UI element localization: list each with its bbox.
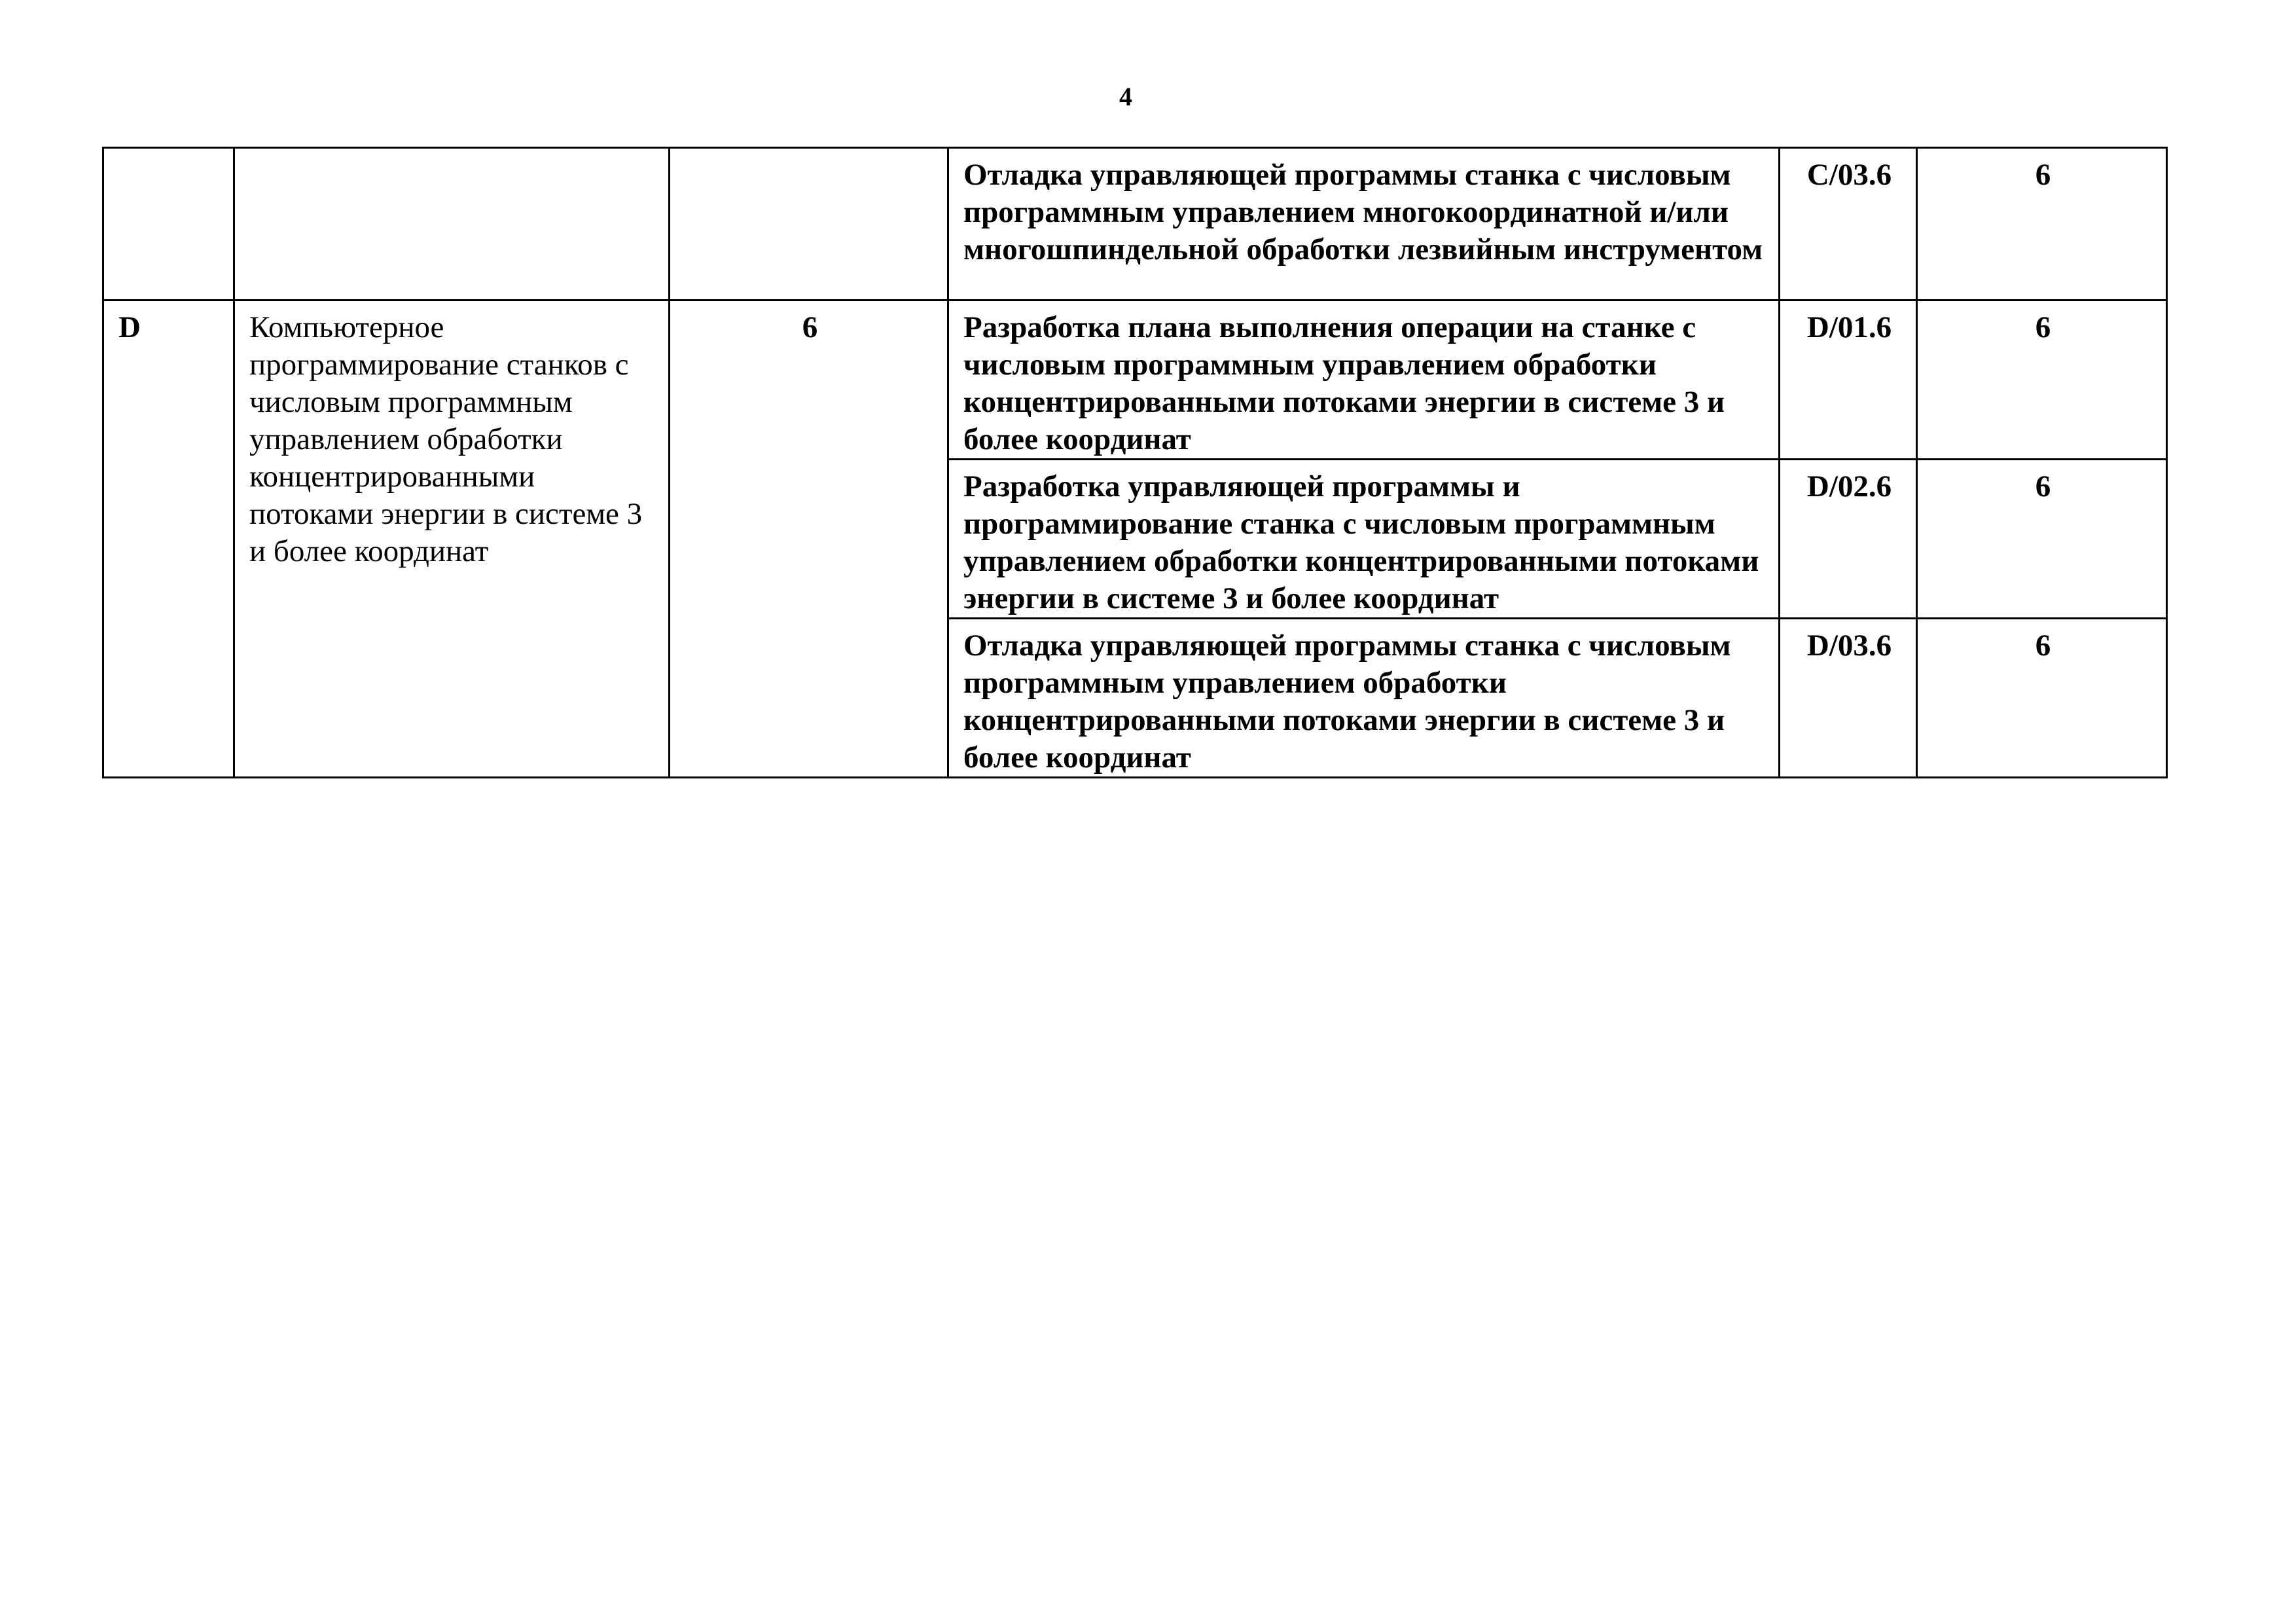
labor-functions-table: [102, 147, 2168, 778]
qualification-level-cell: [670, 148, 948, 301]
page-number: 4: [1119, 82, 1132, 111]
generalized-function-code-cell: D: [103, 301, 234, 778]
sublevel-cell: 6: [1917, 619, 2167, 778]
table-row: [103, 301, 2167, 460]
labor-function-code-cell: D/03.6: [1780, 619, 1917, 778]
labor-function-code-cell: C/03.6: [1780, 148, 1917, 301]
labor-function-name-cell: Разработка плана выполнения операции на станке с числовым программным управлением обработки концентрированными потоками энергии в системе 3 и более координат: [948, 301, 1780, 460]
table-row: [103, 148, 2167, 301]
labor-function-code-cell: D/02.6: [1780, 460, 1917, 619]
sublevel-cell: 6: [1917, 148, 2167, 301]
generalized-function-name-cell: Компьютерное программирование станков с числовым программным управлением обработки концентрированными потоками энергии в системе 3 и более координат: [234, 301, 670, 778]
generalized-function-name-cell: [234, 148, 670, 301]
labor-function-name-cell: Отладка управляющей программы станка с числовым программным управлением многокоординатной и/или многошпиндельной обработки лезвийным инструментом: [948, 148, 1780, 301]
sublevel-cell: 6: [1917, 460, 2167, 619]
labor-function-name-cell: Разработка управляющей программы и программирование станка с числовым программным управлением обработки концентрированными потоками энергии в системе 3 и более координат: [948, 460, 1780, 619]
labor-function-name-cell: Отладка управляющей программы станка с числовым программным управлением обработки концентрированными потоками энергии в системе 3 и более координат: [948, 619, 1780, 778]
sublevel-cell: 6: [1917, 301, 2167, 460]
labor-function-code-cell: D/01.6: [1780, 301, 1917, 460]
generalized-function-code-cell: [103, 148, 234, 301]
qualification-level-cell: 6: [670, 301, 948, 778]
